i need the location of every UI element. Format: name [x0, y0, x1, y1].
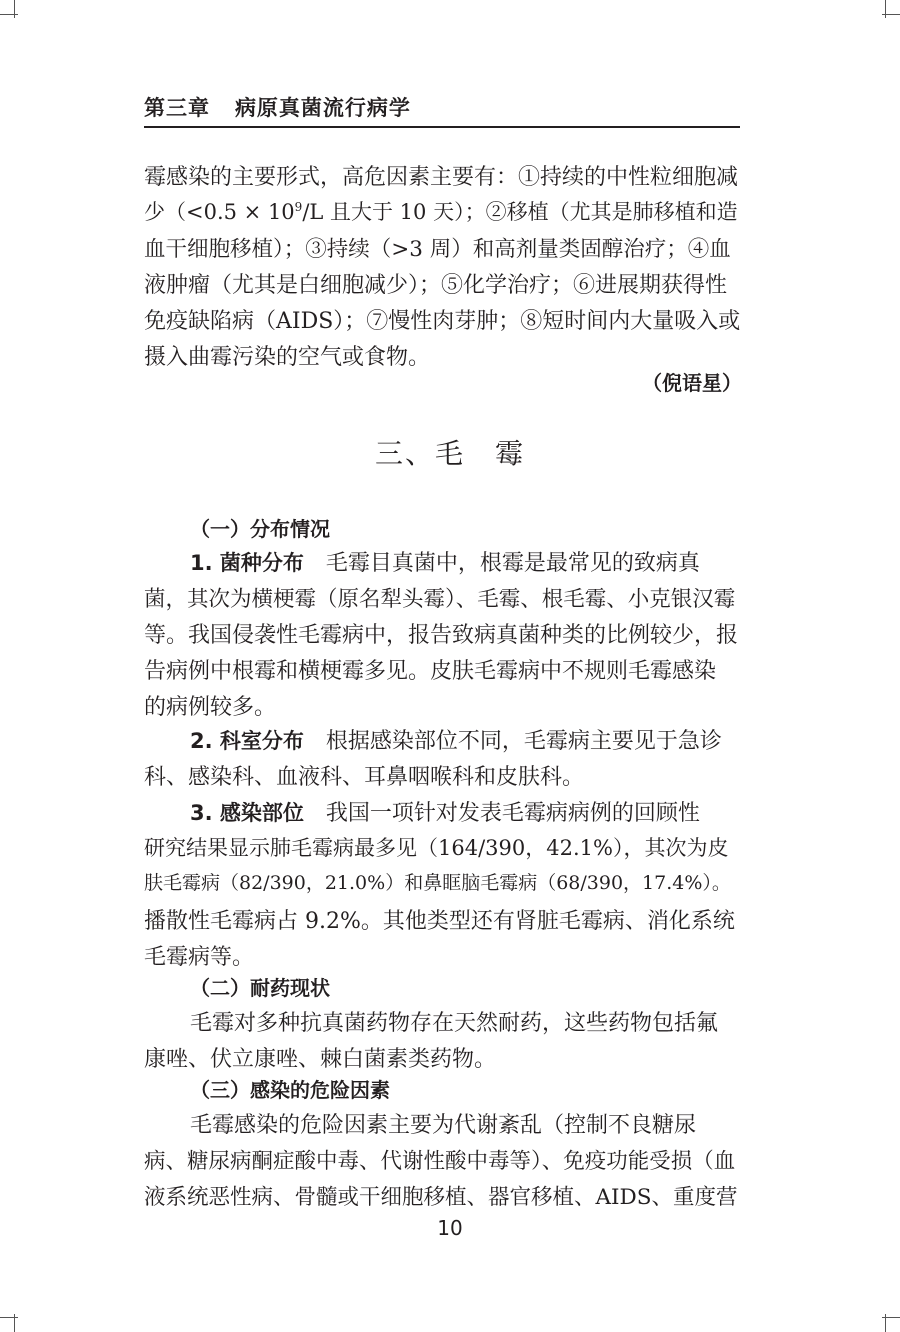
- chapter-label: 第三章: [144, 96, 210, 120]
- crop-mark-bottom-right: [882, 1317, 900, 1318]
- paragraph-line: 肤毛霉病（82/390，21.0%）和鼻眶脑毛霉病（68/390，17.4%）。: [144, 872, 731, 894]
- intro-line: 霉感染的主要形式，高危因素主要有：①持续的中性粒细胞减: [144, 165, 739, 190]
- paragraph-text: 毛霉目真菌中，根霉是最常见的致病真: [325, 551, 700, 576]
- header-text: [144, 92, 411, 122]
- paragraph-text: 根据感染部位不同，毛霉病主要见于急诊: [325, 729, 722, 754]
- run-in-heading: 2. 科室分布: [190, 729, 304, 753]
- intro-line: 摄入曲霉污染的空气或食物。: [144, 345, 431, 370]
- intro-line: 血干细胞移植）；③持续（>3 周）和高剂量类固醇治疗；④血: [144, 237, 731, 262]
- section-title: 三、毛 霉: [374, 437, 525, 470]
- paragraph-text: 我国一项针对发表毛霉病病例的回顾性: [325, 801, 700, 826]
- paragraph-line: 毛霉病等。: [144, 945, 255, 970]
- paragraph-line: 菌，其次为横梗霉（原名犁头霉）、毛霉、根毛霉、小克银汉霉: [144, 587, 736, 612]
- paragraph-line: [190, 796, 740, 827]
- paragraph-line: 康唑、伏立康唑、棘白菌素类药物。: [144, 1047, 497, 1072]
- intro-line: 免疫缺陷病（AIDS）；⑦慢性肉芽肿；⑧短时间内大量吸入或: [144, 309, 741, 334]
- running-header: [144, 86, 740, 128]
- subsection-heading: （二）耐药现状: [190, 976, 330, 1000]
- paragraph-line: 等。我国侵袭性毛霉病中，报告致病真菌种类的比例较少，报: [144, 623, 739, 648]
- author-signature: （倪语星）: [642, 371, 742, 395]
- page-number: 10: [437, 1216, 463, 1240]
- crop-mark-top-left: [14, 0, 15, 18]
- crop-mark-top-right: [885, 0, 886, 18]
- crop-mark-top-left: [0, 14, 18, 15]
- paragraph-line: 液系统恶性病、骨髓或干细胞移植、器官移植、AIDS、重度营: [144, 1185, 738, 1210]
- run-in-heading: 1. 菌种分布: [190, 551, 304, 575]
- paragraph-line: 的病例较多。: [144, 695, 277, 720]
- paragraph-line: [190, 546, 740, 577]
- paragraph-line: 科、感染科、血液科、耳鼻咽喉科和皮肤科。: [144, 765, 585, 790]
- crop-mark-bottom-left: [0, 1317, 18, 1318]
- paragraph-line: 病、糖尿病酮症酸中毒、代谢性酸中毒等）、免疫功能受损（血: [144, 1149, 736, 1174]
- crop-mark-top-right: [882, 14, 900, 15]
- paragraph-line: 毛霉感染的危险因素主要为代谢紊乱（控制不良糖尿: [190, 1113, 697, 1138]
- chapter-title: 病原真菌流行病学: [234, 96, 411, 120]
- paragraph-line: 毛霉对多种抗真菌药物存在天然耐药，这些药物包括氟: [190, 1011, 719, 1036]
- paragraph-line: 研究结果显示肺毛霉病最多见（164/390，42.1%），其次为皮: [144, 836, 729, 860]
- run-in-heading: 3. 感染部位: [190, 801, 304, 825]
- paragraph-line: [190, 724, 740, 755]
- intro-line: 液肿瘤（尤其是白细胞减少）；⑤化学治疗；⑥进展期获得性: [144, 273, 728, 298]
- paragraph-line: 播散性毛霉病占 9.2%。其他类型还有肾脏毛霉病、消化系统: [144, 909, 735, 934]
- paragraph-line: 告病例中根霉和横梗霉多见。皮肤毛霉病中不规则毛霉感染: [144, 659, 717, 684]
- subsection-heading: （一）分布情况: [190, 517, 330, 541]
- intro-text: 少（<0.5 × 10: [144, 200, 295, 224]
- superscript: 9: [294, 200, 303, 214]
- intro-text: /L 且大于 10 天）；②移植（尤其是肺移植和造: [302, 200, 738, 224]
- subsection-heading: （三）感染的危险因素: [190, 1078, 390, 1102]
- intro-line: [144, 196, 740, 226]
